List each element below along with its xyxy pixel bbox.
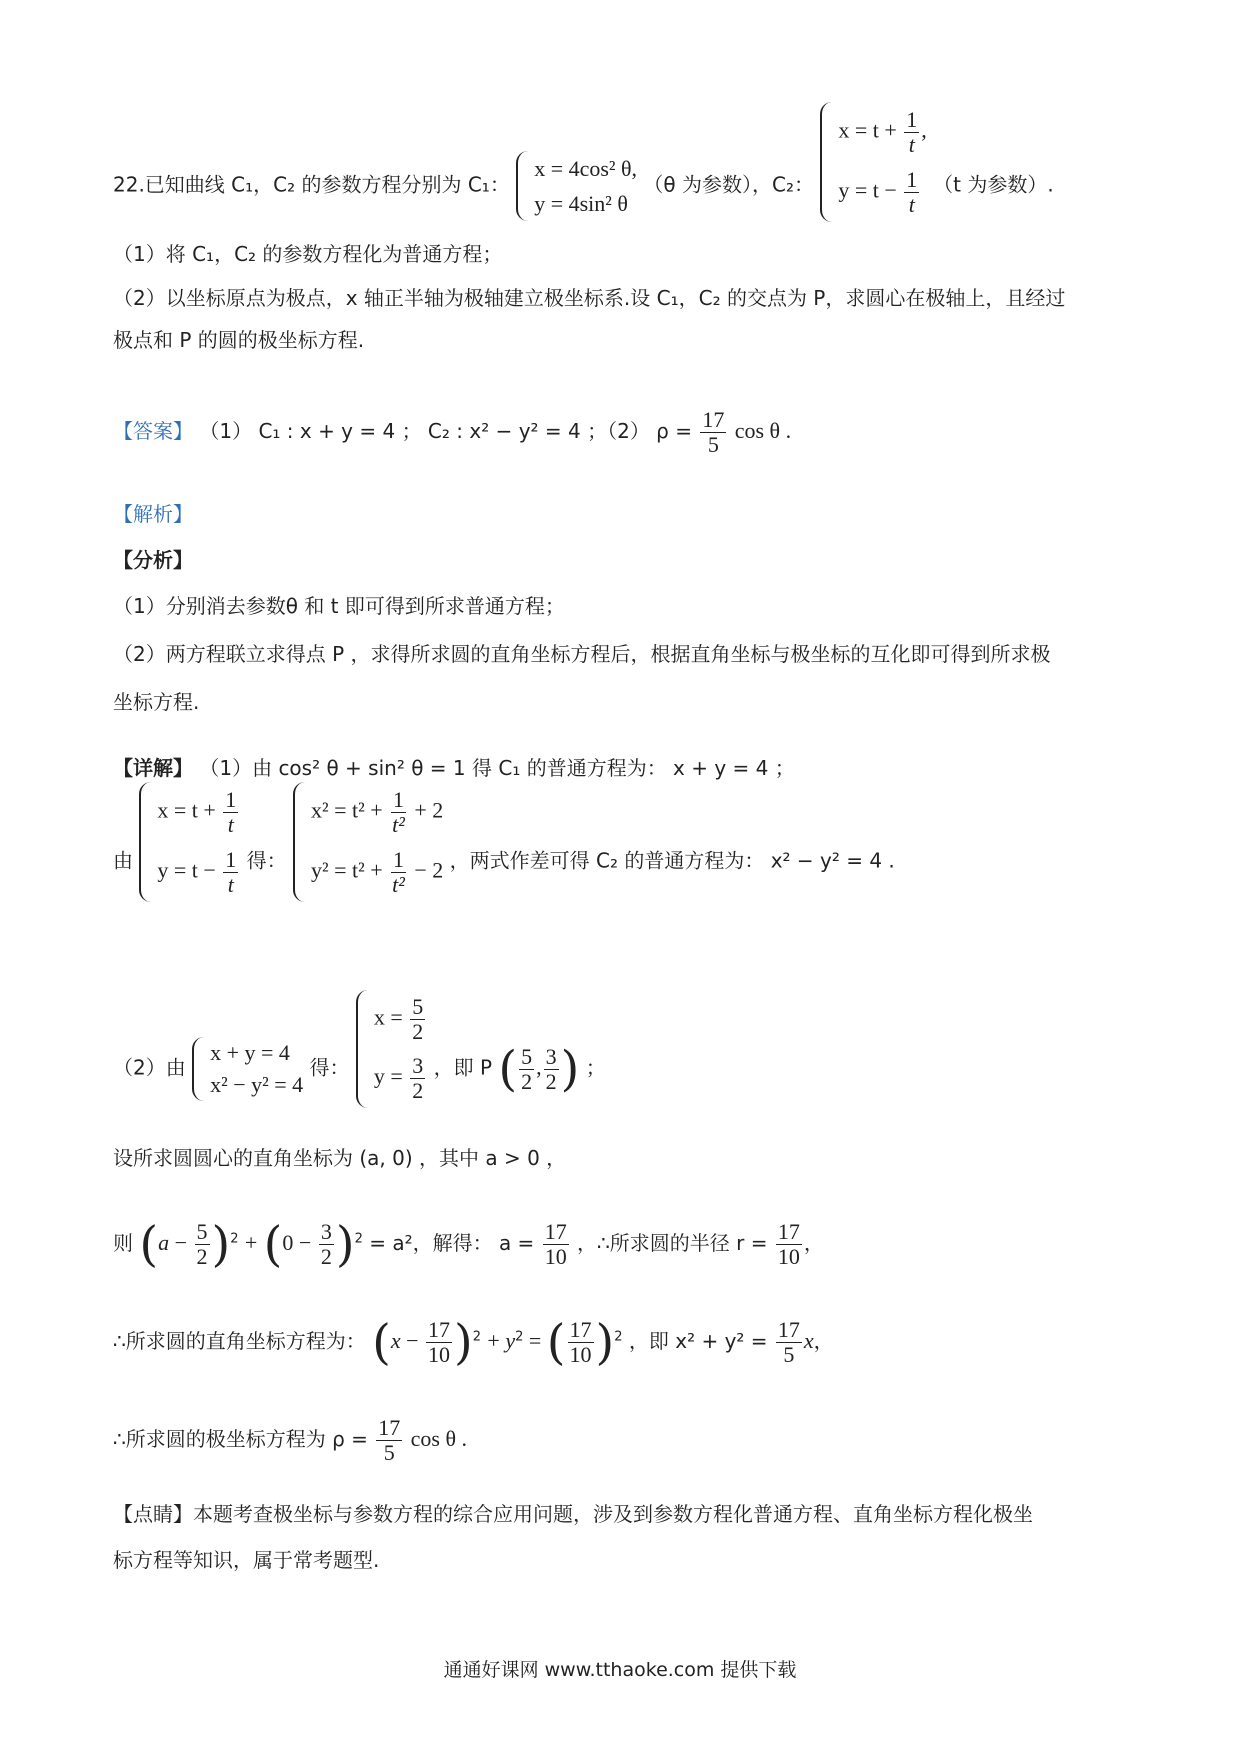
detail-label: 【详解】 <box>113 756 193 780</box>
question-2-line2: 极点和 P 的圆的极坐标方程. <box>113 328 365 352</box>
answer-fraction: $\frac{17}{5}$ <box>702 407 725 457</box>
c1-param-note: （θ 为参数），C₂： <box>643 172 814 197</box>
answer-label: 【答案】 <box>113 419 193 443</box>
c2-row2: y = t − $\frac{1}{t}$ <box>838 166 918 217</box>
c2-system <box>820 102 926 222</box>
detail-line6: ∴所求圆的直角坐标方程为： (x − $\frac{17}{10}$ )$^2 + y^2$ = ( $\frac{17}{10}$ )$^2$ ，即 x² + y² = $\frac{17}{5}$ x， <box>113 1314 834 1371</box>
answer-line <box>113 408 791 457</box>
analysis-sub-label: 【分析】 <box>113 548 193 572</box>
detail-line3: （2）由 x + y = 4 x² − y² = 4 得： x = $\frac{5}{2}$ y = $\frac{3}{2}$ ，即 P ( $\frac{5}{2}$ , $\frac{3}{2}$ ) ； <box>113 1030 606 1108</box>
detail-c2-system: x = t + $\frac{1}{t}$ y = t − $\frac{1}{t}$ <box>139 782 240 902</box>
detail-line1: 【详解】 （1）由 cos² θ + sin² θ = 1 得 C₁ 的普通方程为： x + y = 4 ； <box>113 756 795 780</box>
comment-line2: 标方程等知识，属于常考题型. <box>113 1548 380 1572</box>
c1-row1: x = 4cos² θ, <box>534 155 638 181</box>
detail-squared-system: x² = t² + $\frac{1}{\text{t²}}$ + 2 y² = t² + $\frac{1}{\text{t²}}$ − 2 <box>293 782 443 902</box>
analysis-line3: 坐标方程. <box>113 690 200 714</box>
question-1: （1）将 C₁，C₂ 的参数方程化为普通方程； <box>113 242 503 266</box>
comment-line1: 【点睛】本题考查极坐标与参数方程的综合应用问题，涉及到参数方程化普通方程、直角坐标方程化极坐 <box>113 1502 1033 1526</box>
detail-line4: 设所求圆圆心的直角坐标为 (a, 0) ，其中 a > 0 ， <box>113 1146 567 1170</box>
answer-part1: （1） C₁ : x + y = 4 ； C₂ : x² − y² = 4 ；（2） ρ = <box>199 419 692 443</box>
answer-part2: cos θ . <box>734 418 792 443</box>
analysis-line1: （1）分别消去参数θ 和 t 即可得到所求普通方程； <box>113 594 565 618</box>
c1-row2: y = 4sin² θ <box>534 190 628 216</box>
detail-solution-system: x = $\frac{5}{2}$ y = $\frac{3}{2}$ <box>356 990 427 1108</box>
detail-line5: 则 (a − $\frac{5}{2}$ )$^2$ + (0 − $\frac{3}{2}$ )$^2$ = a²，解得： a = $\frac{17}{10}$ ，∴所求圆的半径 r = $\frac{17}{10}$ ， <box>113 1216 824 1273</box>
c2-param-note: （t 为参数）. <box>933 172 1054 197</box>
detail-line7: ∴所求圆的极坐标方程为 ρ = $\frac{17}{5}$ cos θ . <box>113 1415 467 1465</box>
c2-row1: x = t + $\frac{1}{t}$ , <box>838 106 927 157</box>
analysis-line2: （2）两方程联立求得点 P ，求得所求圆的直角坐标方程后，根据直角坐标与极坐标的互化即可得到所求极 <box>113 642 1051 666</box>
footer-source: 通通好课网 www.tthaoke.com 提供下载 <box>443 1659 797 1681</box>
problem-statement <box>113 106 1054 222</box>
c1-system <box>516 151 637 221</box>
detail-intersection-system: x + y = 4 x² − y² = 4 <box>192 1037 303 1101</box>
detail-line2: 由 x = t + $\frac{1}{t}$ y = t − $\frac{1}{t}$ 得： x² = t² + $\frac{1}{\text{t²}}$ + 2 y² = t² + $\frac{1}{\text{t²}}$ − 2 ，两式作差可得 C₂ 的普通方程为： x² − y² = 4 . <box>113 822 895 902</box>
problem-intro: 22.已知曲线 C₁，C₂ 的参数方程分别为 C₁： <box>113 172 510 197</box>
question-2-line1: （2）以坐标原点为极点，x 轴正半轴为极轴建立极坐标系.设 C₁，C₂ 的交点为 P，求圆心在极轴上，且经过 <box>113 286 1066 310</box>
analysis-label: 【解析】 <box>113 502 193 526</box>
